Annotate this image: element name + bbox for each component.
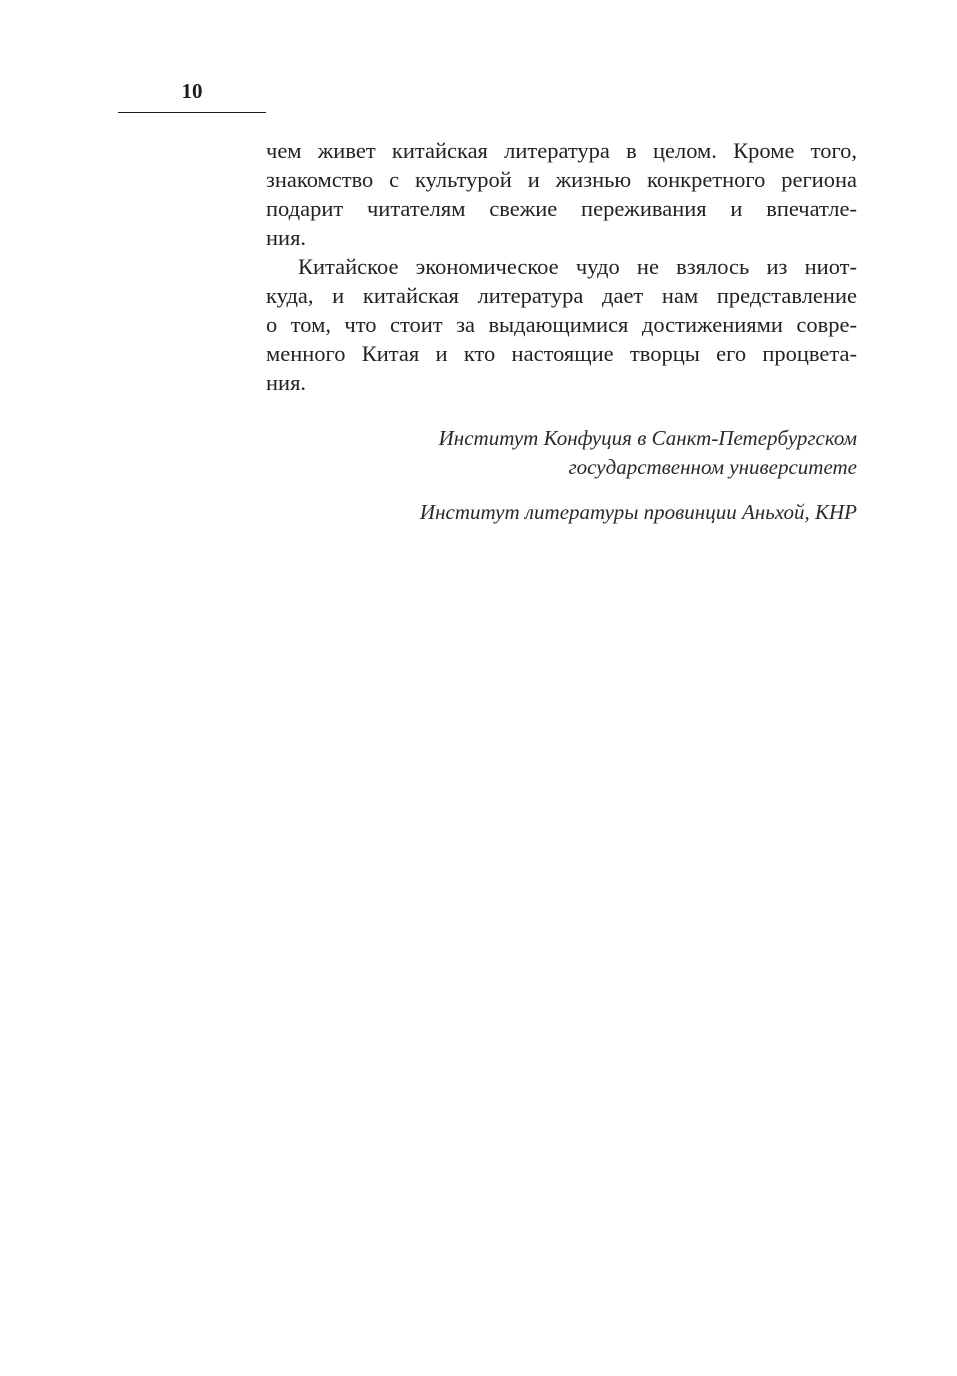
signature-line: Институт литературы провинции Аньхой, КНР [419,500,857,524]
text-line: знакомство с культурой и жизнью конкретного региона [266,167,857,192]
signature-line: государственном университете [568,455,857,479]
text-line: куда, и китайская литература дает нам представление [266,283,857,308]
signatures [266,424,857,527]
text-line: ния. [266,370,307,395]
signature-confucius-institute [266,424,857,482]
text-line: Китайское экономическое чудо не взялось из ниот- [298,254,857,279]
header-rule [118,112,266,113]
body-text [266,136,857,397]
text-line: о том, что стоит за выдающимися достижениями совре- [266,312,857,337]
text-line: менного Китая и кто настоящие творцы его процвета- [266,341,857,366]
text-line: подарит читателям свежие переживания и впечатле- [266,196,857,221]
paragraph [266,252,857,397]
text-line: чем живет китайская литература в целом. Кроме того, [266,138,857,163]
signature-gap [266,482,857,498]
paragraph [266,136,857,252]
page-number: 10 [181,79,203,103]
text-line: ния. [266,225,307,250]
signature-literature-institute [266,498,857,527]
signature-line: Институт Конфуция в Санкт-Петербургском [438,426,857,450]
